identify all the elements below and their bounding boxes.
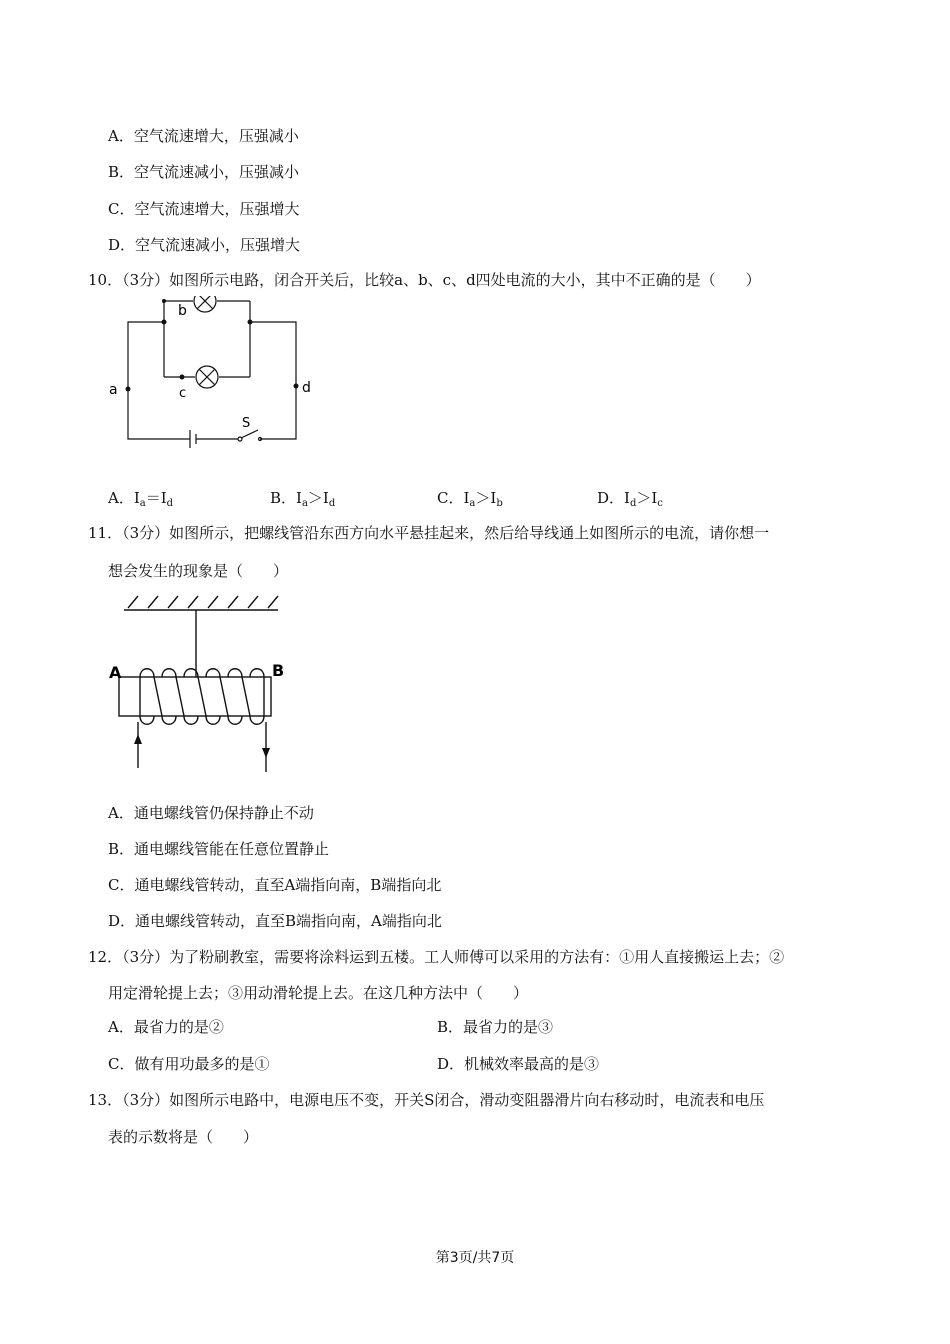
label-c: c	[179, 386, 187, 401]
lamp-top-icon	[194, 296, 216, 312]
q10-circuit-diagram	[100, 296, 330, 456]
q10-option-a: A．$I_a=I_d$	[108, 489, 174, 509]
label-s: S	[242, 416, 251, 431]
current-out-arrow-icon	[262, 748, 270, 758]
q12-stem-line1: 12．（3分）为了粉刷教室，需要将涂料运到五楼。工人师傅可以采用的方法有：①用人直接搬运上去；②	[88, 948, 785, 966]
q13-stem-line1: 13．（3分）如图所示电路中，电源电压不变，开关S闭合，滑动变阻器滑片向右移动时，电流表和电压	[88, 1091, 765, 1109]
label-end-b: B	[272, 661, 285, 680]
q11-stem-line2: 想会发生的现象是（ ）	[108, 562, 289, 580]
label-end-a: A	[109, 663, 122, 682]
q11-stem-line1: 11．（3分）如图所示，把螺线管沿东西方向水平悬挂起来，然后给导线通上如图所示的电流，请你想一	[88, 524, 770, 542]
q12-option-b: B．最省力的是③	[437, 1018, 554, 1036]
label-a: a	[109, 382, 118, 398]
page-footer: 第3页/共7页	[435, 1250, 515, 1266]
q11-option-d: D．通电螺线管转动，直至B端指向南，A端指向北	[108, 912, 442, 930]
q11-option-a: A．通电螺线管仍保持静止不动	[108, 804, 314, 822]
q10-option-c: C．$I_a>I_b$	[437, 489, 503, 509]
q10-option-b: B．$I_a>I_d$	[270, 489, 336, 509]
q12-stem-line2: 用定滑轮提上去；③用动滑轮提上去。在这几种方法中（ ）	[108, 984, 529, 1002]
q12-option-c: C．做有用功最多的是①	[108, 1055, 270, 1073]
q10-stem: 10．（3分）如图所示电路，闭合开关后，比较a、b、c、d四处电流的大小，其中不正确的是（ ）	[88, 271, 761, 289]
q9-option-c: C．空气流速增大，压强增大	[108, 200, 300, 218]
q11-solenoid-diagram	[100, 588, 300, 774]
q11-option-b: B．通电螺线管能在任意位置静止	[108, 840, 330, 858]
lamp-bottom-icon	[196, 366, 218, 388]
q12-option-a: A．最省力的是②	[108, 1018, 224, 1036]
q12-option-d: D．机械效率最高的是③	[437, 1055, 600, 1073]
q11-option-c: C．通电螺线管转动，直至A端指向南，B端指向北	[108, 876, 442, 894]
current-in-arrow-icon	[134, 734, 142, 744]
q9-option-d: D．空气流速减小，压强增大	[108, 236, 301, 254]
q10-option-d: D．$I_d>I_c$	[597, 489, 663, 509]
label-d: d	[302, 380, 311, 396]
q13-stem-line2: 表的示数将是（ ）	[108, 1128, 259, 1146]
q9-option-a: A．空气流速增大，压强减小	[108, 127, 299, 145]
q9-option-b: B．空气流速减小，压强减小	[108, 163, 300, 181]
label-b: b	[178, 303, 187, 319]
